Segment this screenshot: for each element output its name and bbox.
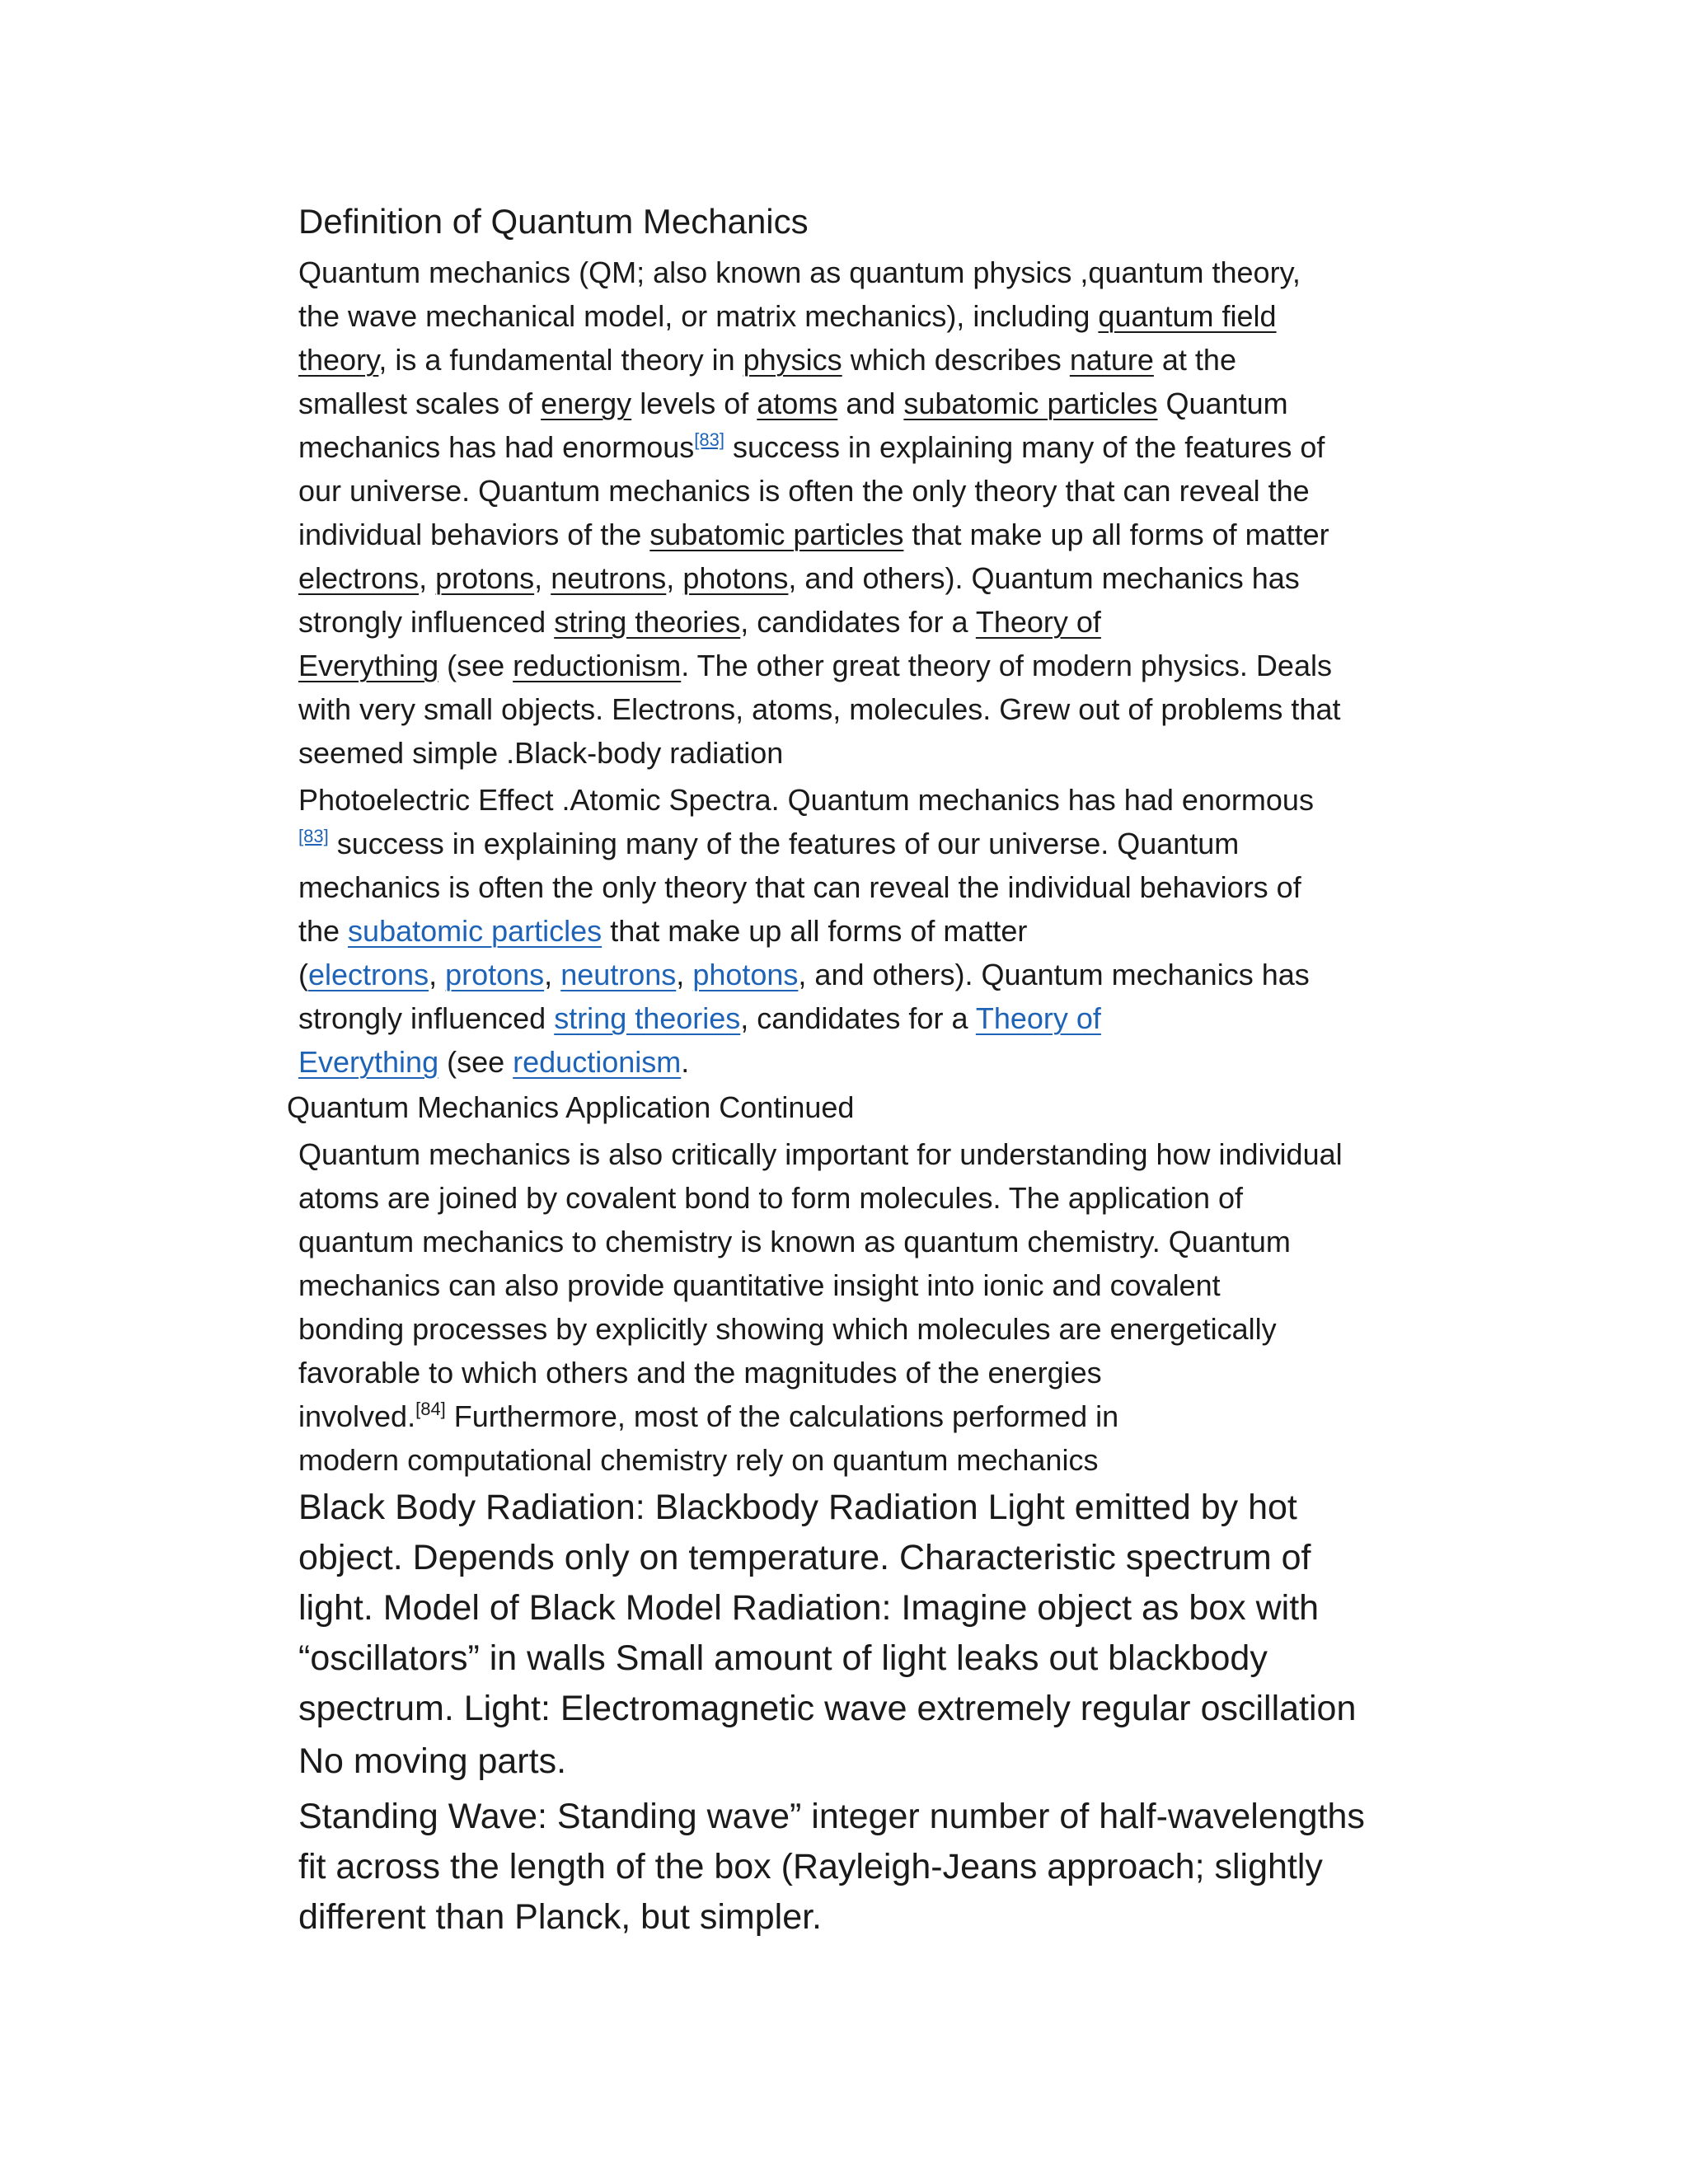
text-run: with very small objects. Electrons, atoms, molecules. Grew out of problems that [298, 692, 1341, 726]
link-physics[interactable]: physics [743, 343, 842, 377]
text-line: Black Body Radiation: Blackbody Radiation Light emitted by hot [298, 1488, 1297, 1527]
link-protons[interactable]: protons [435, 561, 535, 595]
text-run: success in explaining many of the features of our universe. Quantum [328, 827, 1240, 860]
link-quantum-field-theory-cont[interactable]: theory [298, 343, 379, 377]
link-theory-of-everything-cont[interactable]: Everything [298, 1045, 439, 1079]
text-line [298, 1399, 1386, 1434]
text-run: , [429, 958, 446, 991]
text-run: that make up all forms of matter [602, 914, 1028, 948]
text-line [298, 1268, 1386, 1303]
text-run: bonding processes by explicitly showing which molecules are energetically [298, 1312, 1277, 1346]
text-run: , [666, 561, 683, 595]
text-run: Quantum [1157, 387, 1288, 420]
text-run: , is a fundamental theory in [378, 343, 743, 377]
link-subatomic-particles[interactable]: subatomic particles [903, 387, 1158, 420]
link-electrons[interactable]: electrons [298, 561, 420, 595]
text-run: favorable to which others and the magnitudes of the energies [298, 1356, 1102, 1390]
text-line [298, 649, 1386, 683]
text-line [298, 1001, 1386, 1036]
text-run: smallest scales of [298, 387, 542, 420]
text-run: , candidates for a [740, 605, 976, 639]
text-run: individual behaviors of the [298, 518, 650, 551]
link-neutrons[interactable]: neutrons [560, 958, 677, 991]
link-quantum-field-theory[interactable]: quantum field [1098, 299, 1277, 333]
link-energy[interactable]: energy [541, 387, 632, 420]
text-run: success in explaining many of the features of [724, 430, 1325, 464]
text-line [298, 474, 1386, 509]
text-line [298, 870, 1386, 905]
text-run: , and others). Quantum mechanics has [798, 958, 1310, 991]
text-line [298, 958, 1386, 992]
text-run: the [298, 914, 349, 948]
text-line [298, 1045, 1386, 1080]
citation-link-83[interactable]: [83] [298, 826, 329, 846]
text-line [298, 343, 1386, 377]
text-run: strongly influenced [298, 1001, 555, 1035]
text-run: levels of [631, 387, 757, 420]
link-subatomic-particles[interactable]: subatomic particles [649, 518, 904, 551]
text-line [298, 1443, 1386, 1478]
text-line: Standing Wave: Standing wave” integer number of half-wavelengths [298, 1797, 1365, 1836]
section-title-application: Quantum Mechanics Application Continued [287, 1090, 855, 1124]
text-run: mechanics is often the only theory that can reveal the individual behaviors of [298, 870, 1301, 904]
text-run: mechanics can also provide quantitative insight into ionic and covalent [298, 1268, 1221, 1302]
text-run: . The other great theory of modern physics. Deals [681, 649, 1332, 682]
link-string-theories[interactable]: string theories [554, 1001, 741, 1035]
text-line: fit across the length of the box (Rayleigh-Jeans approach; slightly [298, 1847, 1323, 1886]
text-line [298, 387, 1386, 421]
text-line [298, 1312, 1386, 1347]
text-line [298, 255, 1386, 290]
text-line: “oscillators” in walls Small amount of light leaks out blackbody [298, 1638, 1268, 1678]
text-run: modern computational chemistry rely on quantum mechanics [298, 1443, 1099, 1477]
text-run: Photoelectric Effect .Atomic Spectra. Quantum mechanics has had enormous [298, 783, 1314, 817]
text-run: (see [438, 649, 513, 682]
link-photons[interactable]: photons [682, 561, 789, 595]
text-run: and [837, 387, 904, 420]
text-line [298, 518, 1386, 552]
link-protons[interactable]: protons [445, 958, 545, 991]
text-run: which describes [842, 343, 1070, 377]
text-run: Quantum mechanics (QM; also known as quantum physics ,quantum theory, [298, 255, 1301, 289]
text-run: involved. [298, 1399, 416, 1433]
text-line [298, 430, 1386, 465]
text-run: , [676, 958, 693, 991]
link-subatomic-particles[interactable]: subatomic particles [348, 914, 603, 948]
text-line [298, 914, 1386, 949]
section-title-definition: Definition of Quantum Mechanics [298, 202, 809, 241]
citation-link-83[interactable]: [83] [694, 429, 724, 450]
text-run: atoms are joined by covalent bond to form molecules. The application of [298, 1181, 1243, 1215]
link-string-theories[interactable]: string theories [554, 605, 741, 639]
text-run: , candidates for a [740, 1001, 976, 1035]
text-run: quantum mechanics to chemistry is known as quantum chemistry. Quantum [298, 1225, 1291, 1258]
link-theory-of-everything-cont[interactable]: Everything [298, 649, 439, 682]
link-reductionism[interactable]: reductionism [513, 649, 682, 682]
text-line: spectrum. Light: Electromagnetic wave extremely regular oscillation [298, 1689, 1357, 1728]
text-line: No moving parts. [298, 1741, 567, 1781]
text-line [298, 827, 1386, 861]
link-reductionism[interactable]: reductionism [513, 1045, 682, 1079]
text-run: , [419, 561, 436, 595]
text-line [298, 1356, 1386, 1390]
text-line: light. Model of Black Model Radiation: Imagine object as box with [298, 1588, 1320, 1628]
text-run: , [544, 958, 561, 991]
text-line [298, 692, 1386, 727]
text-run: (see [438, 1045, 513, 1079]
link-atoms[interactable]: atoms [757, 387, 838, 420]
text-line [298, 1137, 1386, 1172]
link-photons[interactable]: photons [692, 958, 799, 991]
text-line [298, 783, 1386, 818]
text-line [298, 605, 1386, 640]
text-line [298, 561, 1386, 596]
text-line [298, 1181, 1386, 1216]
text-run: strongly influenced [298, 605, 555, 639]
text-line: different than Planck, but simpler. [298, 1897, 823, 1937]
text-run: ( [298, 958, 308, 991]
text-run: mechanics has had enormous [298, 430, 695, 464]
text-run: . [681, 1045, 690, 1079]
link-electrons[interactable]: electrons [308, 958, 429, 991]
text-run: Furthermore, most of the calculations performed in [445, 1399, 1119, 1433]
citation-84: [84] [415, 1399, 446, 1419]
text-run: at the [1153, 343, 1236, 377]
text-run: , and others). Quantum mechanics has [788, 561, 1300, 595]
text-line: object. Depends only on temperature. Characteristic spectrum of [298, 1538, 1311, 1577]
link-theory-of-everything[interactable]: Theory of [975, 1001, 1101, 1035]
text-run: seemed simple .Black-body radiation [298, 736, 784, 770]
text-run: , [534, 561, 551, 595]
text-run: that make up all forms of matter [903, 518, 1329, 551]
text-run: our universe. Quantum mechanics is often the only theory that can reveal the [298, 474, 1310, 508]
text-line [298, 736, 1386, 771]
link-nature[interactable]: nature [1069, 343, 1154, 377]
text-line [298, 299, 1386, 334]
text-run: the wave mechanical model, or matrix mechanics), including [298, 299, 1099, 333]
link-neutrons[interactable]: neutrons [551, 561, 667, 595]
text-line [298, 1225, 1386, 1259]
link-theory-of-everything[interactable]: Theory of [975, 605, 1101, 639]
text-run: Quantum mechanics is also critically important for understanding how individual [298, 1137, 1343, 1171]
